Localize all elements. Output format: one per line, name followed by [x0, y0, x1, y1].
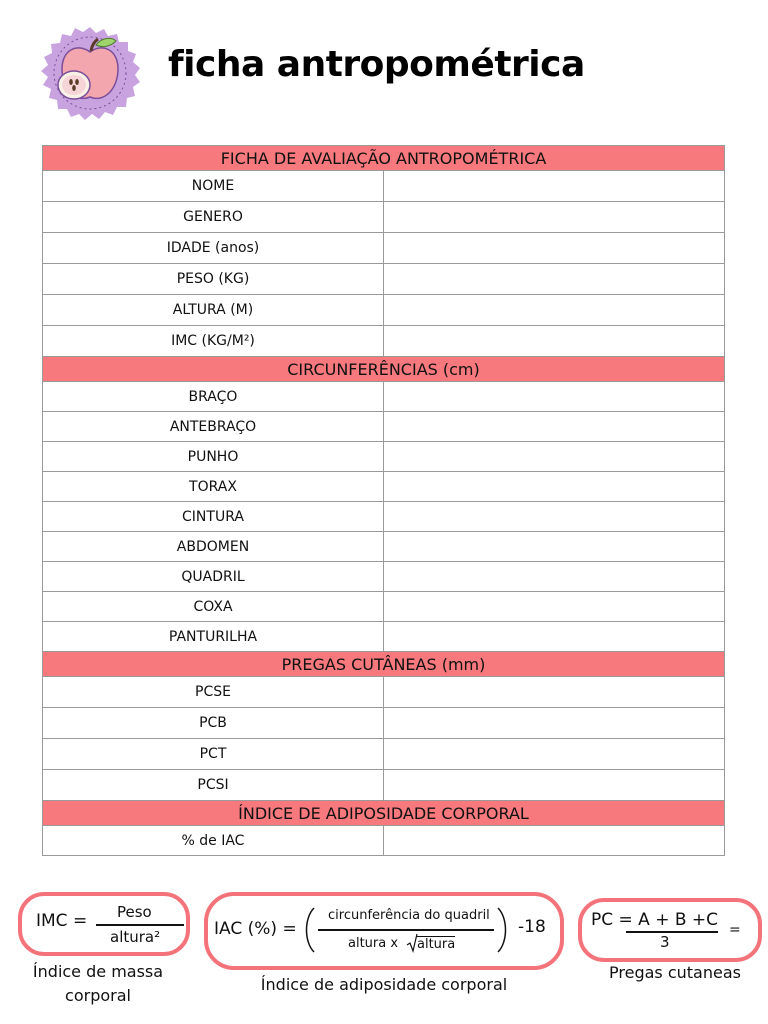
pc-equals: = [729, 922, 741, 938]
row-label: NOME [43, 171, 384, 202]
row-label: ANTEBRAÇO [43, 412, 384, 442]
imc-numerator: Peso [117, 903, 152, 921]
row-label: IDADE (anos) [43, 233, 384, 264]
input-cell[interactable] [384, 295, 725, 326]
row-label: TORAX [43, 472, 384, 502]
input-cell[interactable] [384, 502, 725, 532]
row-label: QUADRIL [43, 562, 384, 592]
row-label: ABDOMEN [43, 532, 384, 562]
input-cell[interactable] [384, 202, 725, 233]
row-label: PCB [43, 708, 384, 739]
input-cell[interactable] [384, 677, 725, 708]
imc-caption-line1: Índice de massa [32, 962, 164, 981]
input-cell[interactable] [384, 592, 725, 622]
input-cell[interactable] [384, 233, 725, 264]
input-cell[interactable] [384, 326, 725, 357]
iac-caption: Índice de adiposidade corporal [260, 975, 508, 994]
fraction-line [318, 929, 494, 931]
row-label: PCSI [43, 770, 384, 801]
row-label: IMC (KG/M²) [43, 326, 384, 357]
input-cell[interactable] [384, 622, 725, 652]
row-label: PANTURILHA [43, 622, 384, 652]
row-label: BRAÇO [43, 382, 384, 412]
input-cell[interactable] [384, 472, 725, 502]
iac-lhs: IAC (%) = [214, 919, 297, 939]
section-header-iac: ÍNDICE DE ADIPOSIDADE CORPORAL [43, 801, 725, 826]
row-label: ALTURA (M) [43, 295, 384, 326]
input-cell[interactable] [384, 708, 725, 739]
row-label: PESO (KG) [43, 264, 384, 295]
iac-numerator: circunferência do quadril [328, 908, 490, 923]
row-label: COXA [43, 592, 384, 622]
pc-denominator: 3 [660, 933, 670, 951]
pc-caption: Pregas cutaneas [609, 963, 741, 982]
imc-denominator: altura² [110, 928, 161, 946]
input-cell[interactable] [384, 739, 725, 770]
input-cell[interactable] [384, 770, 725, 801]
row-label: PCSE [43, 677, 384, 708]
input-cell[interactable] [384, 171, 725, 202]
input-cell[interactable] [384, 826, 725, 856]
right-paren-icon [496, 906, 510, 954]
fraction-line [96, 924, 184, 926]
input-cell[interactable] [384, 412, 725, 442]
section-header-pregas: PREGAS CUTÂNEAS (mm) [43, 652, 725, 677]
imc-caption-line2: corporal [65, 986, 131, 1005]
imc-lhs: IMC = [36, 911, 88, 931]
iac-denominator-prefix: altura x [348, 936, 399, 951]
apple-logo-icon [38, 25, 142, 121]
row-label: GENERO [43, 202, 384, 233]
row-label: CINTURA [43, 502, 384, 532]
input-cell[interactable] [384, 562, 725, 592]
row-label: PCT [43, 739, 384, 770]
page-title: ficha antropométrica [168, 44, 585, 85]
iac-denominator-root: altura [417, 937, 456, 952]
input-cell[interactable] [384, 382, 725, 412]
fraction-line [626, 931, 718, 933]
section-header-circunferencias: CIRCUNFERÊNCIAS (cm) [43, 357, 725, 382]
left-paren-icon [302, 906, 316, 954]
row-label: % de IAC [43, 826, 384, 856]
pc-lhs: PC = A + B +C [591, 910, 719, 930]
input-cell[interactable] [384, 442, 725, 472]
iac-suffix: -18 [518, 917, 546, 937]
section-header-avaliacao: FICHA DE AVALIAÇÃO ANTROPOMÉTRICA [43, 146, 725, 171]
input-cell[interactable] [384, 532, 725, 562]
input-cell[interactable] [384, 264, 725, 295]
anthropometric-form [42, 145, 725, 856]
row-label: PUNHO [43, 442, 384, 472]
